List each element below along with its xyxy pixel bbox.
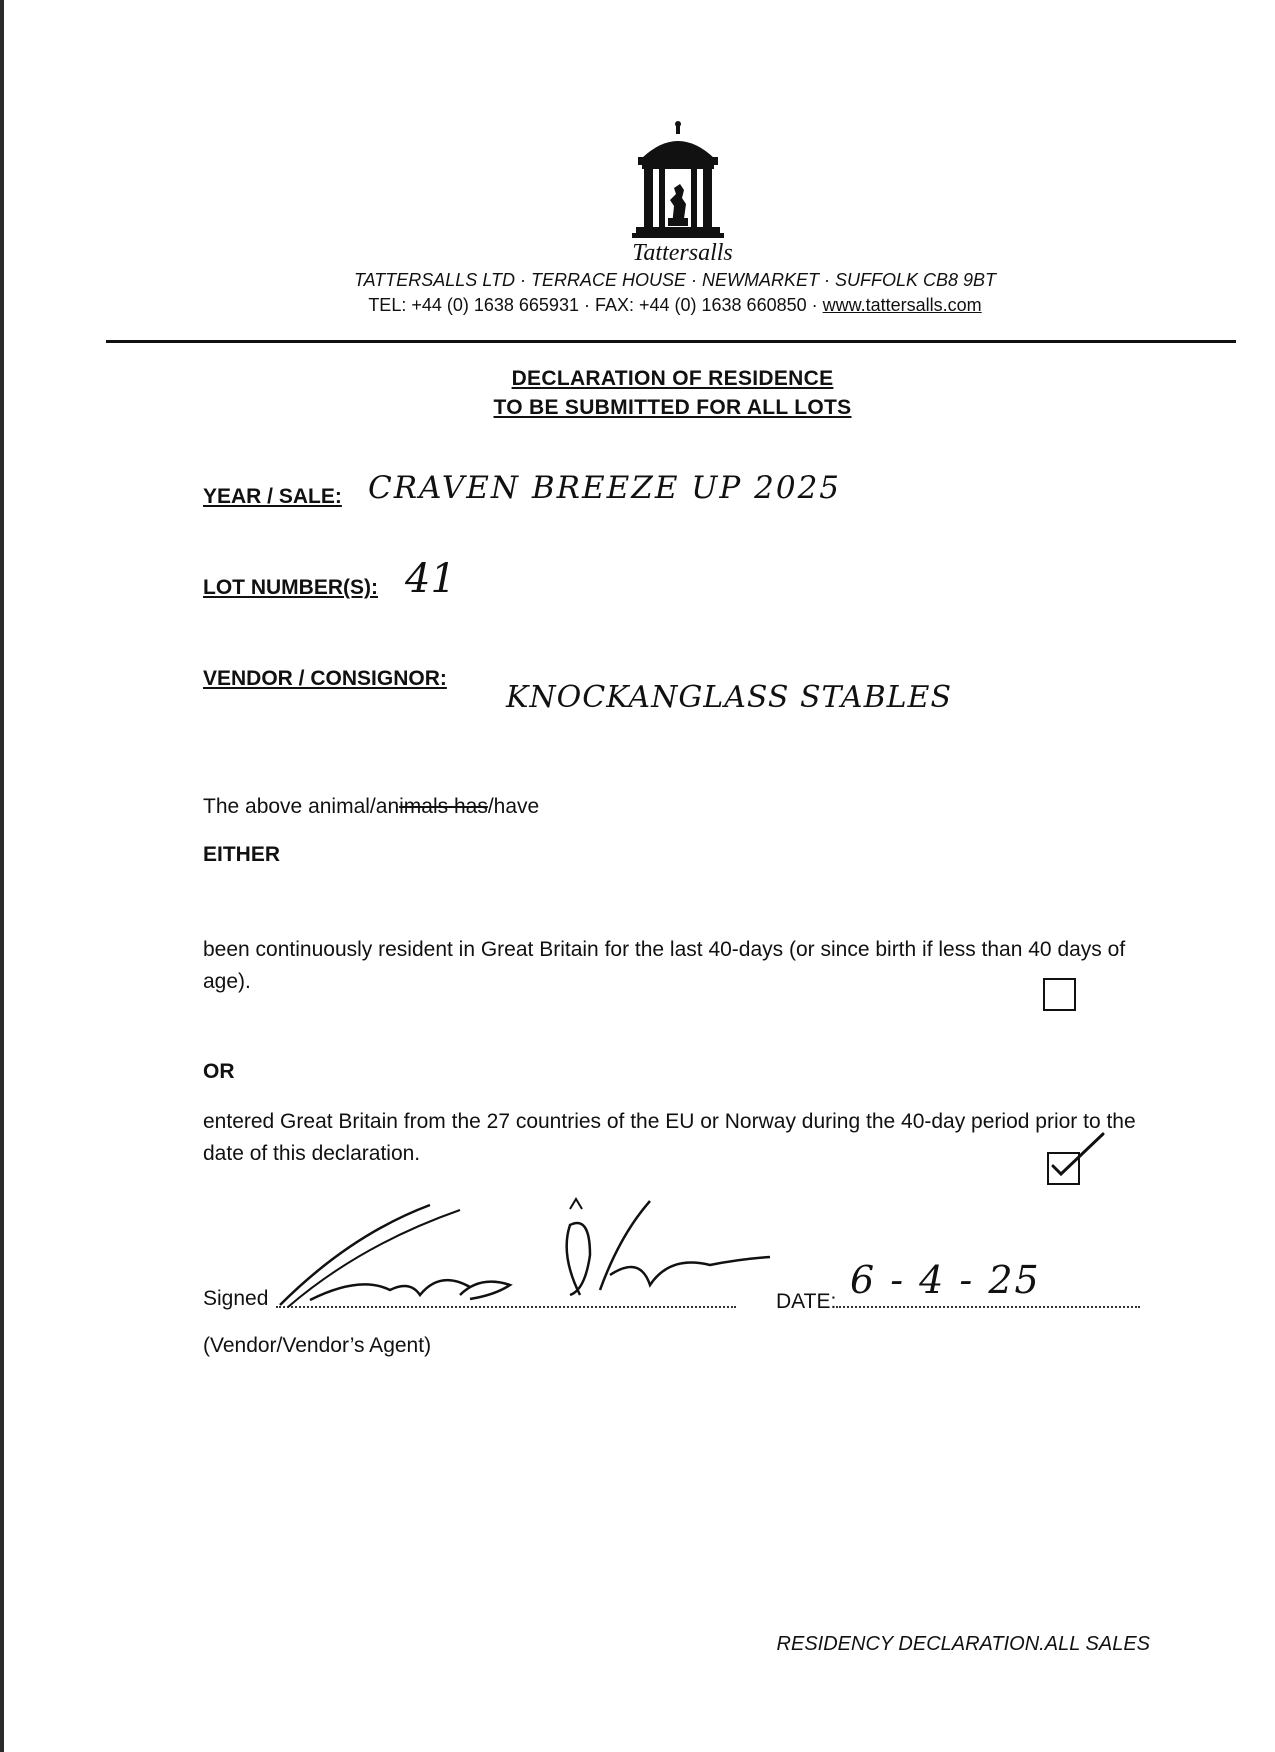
contact-line xyxy=(200,295,1150,316)
form-title: DECLARATION OF RESIDENCE xyxy=(511,367,834,390)
intro-text-a: The above animal/an xyxy=(203,795,400,818)
option2-checkbox[interactable] xyxy=(1047,1152,1080,1185)
header-divider xyxy=(106,340,1236,343)
form-footer: RESIDENCY DECLARATION.ALL SALES xyxy=(776,1633,1150,1655)
handwritten-signature[interactable] xyxy=(270,1195,790,1315)
company-address: TATTERSALLS LTD · TERRACE HOUSE · NEWMARKET · SUFFOLK CB8 9BT xyxy=(353,270,997,290)
date-line xyxy=(836,1304,1140,1308)
or-label: OR xyxy=(203,1060,235,1083)
checkmark-icon xyxy=(1043,1128,1103,1178)
signed-label: Signed xyxy=(203,1287,269,1310)
lot-number-label: LOT NUMBER(S): xyxy=(203,576,378,599)
brand-name: Tattersalls xyxy=(632,240,733,266)
option1-checkbox[interactable] xyxy=(1043,978,1076,1011)
tattersalls-logo-icon xyxy=(620,118,740,248)
contact-phone-fax: TEL: +44 (0) 1638 665931 · FAX: +44 (0) 1638 660850 · xyxy=(368,295,823,315)
signer-role: (Vendor/Vendor’s Agent) xyxy=(203,1334,432,1357)
date-value[interactable]: 6 - 4 - 25 xyxy=(850,1258,1041,1302)
lot-number-value[interactable]: 41 xyxy=(405,556,456,602)
intro-struck-text: imals has xyxy=(399,795,488,818)
scan-edge xyxy=(0,0,4,1752)
intro-statement xyxy=(203,791,539,823)
form-subtitle: TO BE SUBMITTED FOR ALL LOTS xyxy=(493,396,852,419)
either-label: EITHER xyxy=(203,843,281,866)
vendor-consignor-label: VENDOR / CONSIGNOR: xyxy=(203,667,447,690)
date-label: DATE: xyxy=(776,1290,837,1313)
option1-text: been continuously resident in Great Britain for the last 40-days (or since birth if less than 40 days of age). xyxy=(203,938,1126,993)
website-link[interactable]: www.tattersalls.com xyxy=(822,295,982,315)
option2-text: entered Great Britain from the 27 countries of the EU or Norway during the 40-day period prior to the date of this declaration. xyxy=(203,1110,1136,1165)
intro-text-b: /have xyxy=(487,795,540,818)
year-sale-label: YEAR / SALE: xyxy=(203,485,342,508)
year-sale-value[interactable]: CRAVEN BREEZE UP 2025 xyxy=(368,470,842,506)
vendor-consignor-value[interactable]: KNOCKANGLASS STABLES xyxy=(506,680,952,715)
